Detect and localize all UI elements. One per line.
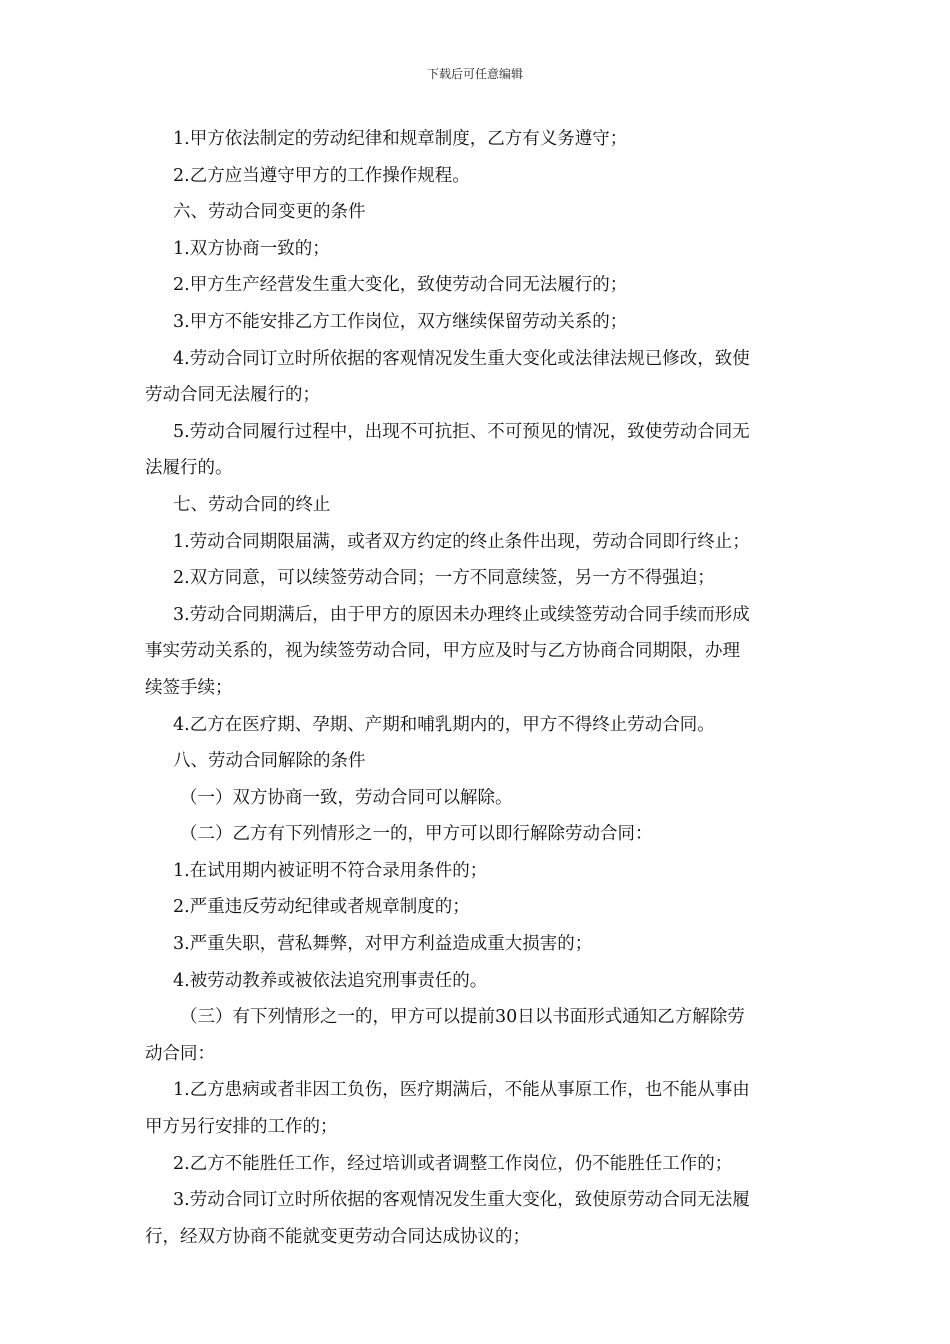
document-line: 续签手续； [145, 677, 233, 698]
document-line: 六、劳动合同变更的条件 [173, 202, 366, 223]
document-line: （一）双方协商一致，劳动合同可以解除。 [180, 787, 513, 808]
document-line: 1.双方协商一致的； [173, 238, 330, 259]
document-line: 七、劳动合同的终止 [173, 494, 331, 515]
document-body [145, 121, 810, 1255]
document-line: 劳动合同无法履行的； [145, 385, 320, 406]
document-line: 动合同： [145, 1043, 215, 1064]
document-line: 2.双方同意，可以续签劳动合同；一方不同意续签，另一方不得强迫； [173, 568, 715, 589]
document-line: 事实劳动关系的，视为续签劳动合同，甲方应及时与乙方协商合同期限，办理 [145, 641, 740, 662]
document-line: 4.被劳动教养或被依法追究刑事责任的。 [173, 970, 488, 991]
document-line: 1.乙方患病或者非因工负伤，医疗期满后，不能从事原工作，也不能从事由 [173, 1080, 750, 1101]
document-line: （二）乙方有下列情形之一的，甲方可以即行解除劳动合同： [180, 824, 653, 845]
document-line: 4.劳动合同订立时所依据的客观情况发生重大变化或法律法规已修改，致使 [173, 348, 750, 369]
document-line: 2.乙方应当遵守甲方的工作操作规程。 [173, 165, 470, 186]
document-line: 5.劳动合同履行过程中，出现不可抗拒、不可预见的情况，致使劳动合同无 [173, 421, 750, 442]
document-line: 法履行的。 [145, 458, 233, 479]
document-line: 2.甲方生产经营发生重大变化，致使劳动合同无法履行的； [173, 275, 628, 296]
document-line: 3.甲方不能安排乙方工作岗位，双方继续保留劳动关系的； [173, 311, 628, 332]
document-line: （三）有下列情形之一的，甲方可以提前30日以书面形式通知乙方解除劳 [180, 1007, 745, 1028]
document-line: 1.劳动合同期限届满，或者双方约定的终止条件出现，劳动合同即行终止； [173, 531, 750, 552]
document-line: 1.在试用期内被证明不符合录用条件的； [173, 860, 488, 881]
document-line: 甲方另行安排的工作的； [145, 1117, 338, 1138]
document-line: 2.严重违反劳动纪律或者规章制度的； [173, 897, 470, 918]
document-line: 3.严重失职，营私舞弊，对甲方利益造成重大损害的； [173, 934, 593, 955]
page-header-note: 下载后可任意编辑 [426, 67, 523, 81]
document-line: 八、劳动合同解除的条件 [173, 751, 366, 772]
document-line: 1.甲方依法制定的劳动纪律和规章制度，乙方有义务遵守； [173, 129, 628, 149]
document-line: 行，经双方协商不能就变更劳动合同达成协议的； [145, 1226, 530, 1247]
document-line: 3.劳动合同订立时所依据的客观情况发生重大变化，致使原劳动合同无法履 [173, 1190, 750, 1211]
document-line: 3.劳动合同期满后，由于甲方的原因未办理终止或续签劳动合同手续而形成 [173, 604, 750, 625]
document-line: 4.乙方在医疗期、孕期、产期和哺乳期内的，甲方不得终止劳动合同。 [173, 714, 715, 735]
document-line: 2.乙方不能胜任工作，经过培训或者调整工作岗位，仍不能胜任工作的； [173, 1153, 733, 1174]
